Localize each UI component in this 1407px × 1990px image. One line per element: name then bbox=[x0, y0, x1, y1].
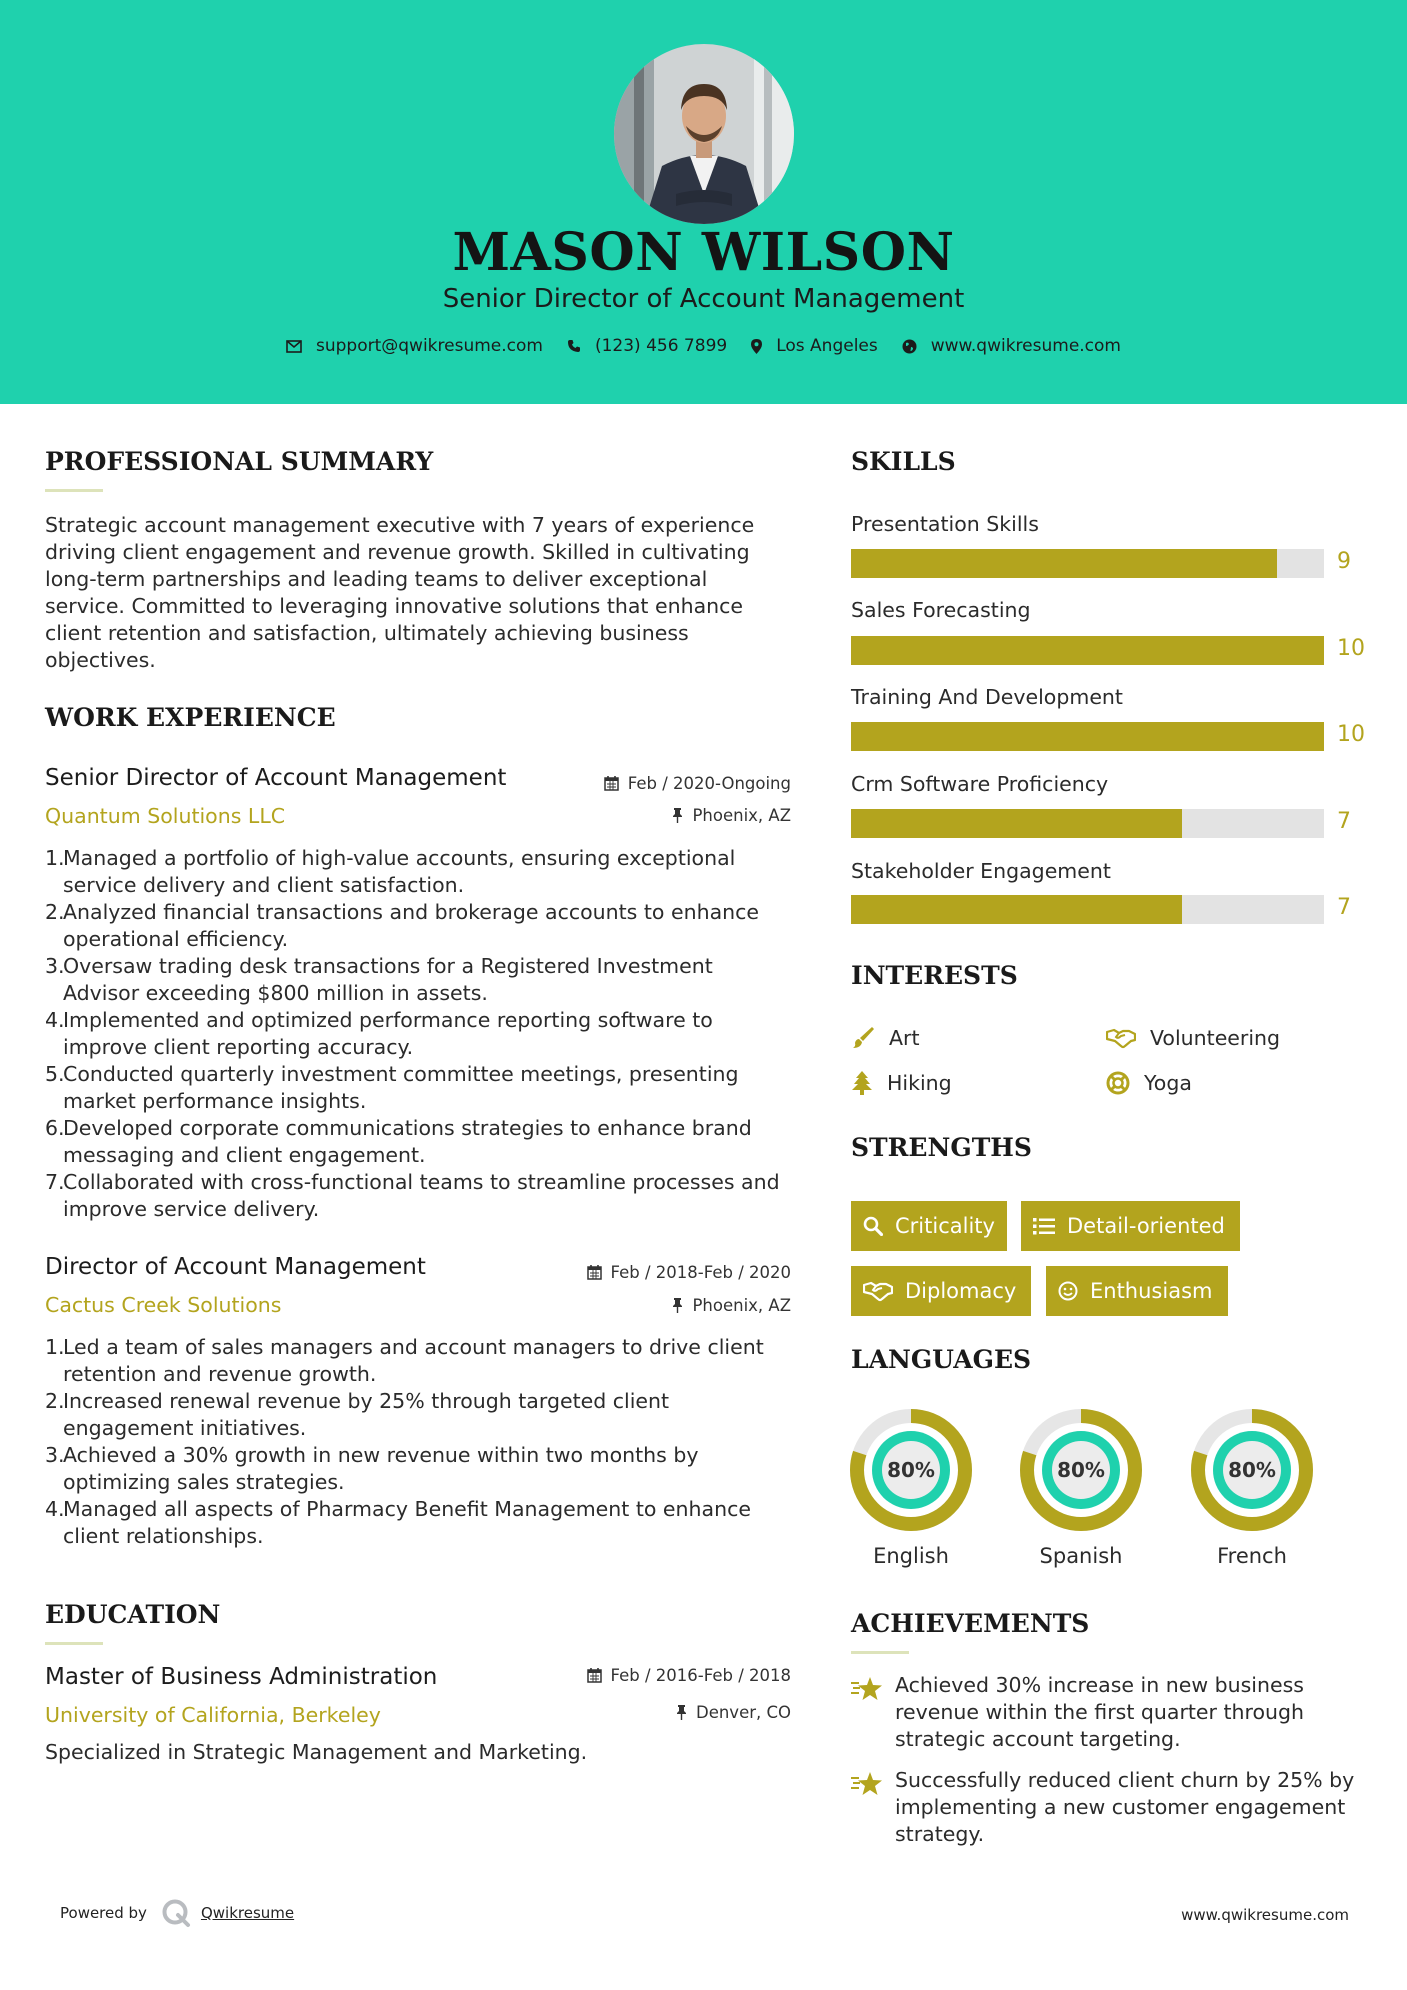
job-title: Senior Director of Account Management bbox=[45, 765, 507, 791]
interests-heading: INTERESTS bbox=[851, 961, 1018, 990]
strengths-heading: STRENGTHS bbox=[851, 1133, 1032, 1162]
strength-tag bbox=[851, 1266, 1031, 1316]
skill-value: 7 bbox=[1337, 895, 1351, 920]
school-name: University of California, Berkeley bbox=[45, 1703, 381, 1727]
location-text: Los Angeles bbox=[776, 336, 878, 356]
interest-item bbox=[851, 1071, 952, 1095]
education-heading: EDUCATION bbox=[45, 1600, 221, 1629]
language-chart bbox=[1020, 1409, 1142, 1531]
globe-icon bbox=[902, 339, 917, 354]
language-percent: 80% bbox=[1057, 1458, 1105, 1482]
job-date-text: Feb / 2020-Ongoing bbox=[627, 774, 791, 793]
skill-value: 10 bbox=[1337, 722, 1365, 747]
strength-label: Diplomacy bbox=[905, 1279, 1017, 1303]
skill-label: Stakeholder Engagement bbox=[851, 859, 1111, 883]
strength-tag bbox=[1021, 1201, 1240, 1251]
handshake-icon bbox=[1106, 1027, 1136, 1049]
interest-item bbox=[1106, 1026, 1280, 1050]
pushpin-icon bbox=[672, 1298, 683, 1313]
strength-tag bbox=[851, 1201, 1007, 1251]
education-date bbox=[587, 1666, 791, 1685]
education-location-text: Denver, CO bbox=[695, 1703, 791, 1722]
profile-photo bbox=[614, 44, 794, 224]
job-location-text: Phoenix, AZ bbox=[692, 1296, 791, 1315]
skill-bar bbox=[851, 895, 1324, 924]
map-pin-icon bbox=[751, 339, 762, 354]
skill-bar-fill bbox=[851, 895, 1182, 924]
interest-item bbox=[1106, 1071, 1192, 1095]
language-name: French bbox=[1217, 1544, 1287, 1568]
list-item: 4. Managed all aspects of Pharmacy Benefit Management to enhance client relationships. bbox=[45, 1497, 751, 1548]
language-percent: 80% bbox=[1228, 1458, 1276, 1482]
list-item: 1. Managed a portfolio of high-value accounts, ensuring exceptional service delivery and client satisfaction. bbox=[45, 846, 736, 897]
header-banner bbox=[0, 0, 1407, 404]
list-item: 6. Developed corporate communications strategies to enhance brand messaging and client engagement. bbox=[45, 1116, 752, 1167]
strength-tag bbox=[1046, 1266, 1228, 1316]
education-location bbox=[676, 1703, 791, 1722]
calendar-icon bbox=[604, 776, 619, 791]
languages-heading: LANGUAGES bbox=[851, 1345, 1032, 1374]
job-bullets bbox=[45, 1334, 785, 1550]
candidate-name: MASON WILSON bbox=[452, 222, 955, 283]
skill-bar bbox=[851, 722, 1324, 751]
skill-bar bbox=[851, 636, 1324, 665]
list-item: 4. Implemented and optimized performance reporting software to improve client reporting accuracy. bbox=[45, 1008, 713, 1059]
list-icon bbox=[1033, 1217, 1055, 1235]
degree-title: Master of Business Administration bbox=[45, 1664, 438, 1690]
skill-bar bbox=[851, 549, 1324, 578]
phone-text: (123) 456 7899 bbox=[594, 336, 728, 356]
language-chart bbox=[1191, 1409, 1313, 1531]
contact-location bbox=[751, 336, 878, 356]
strength-label: Detail-oriented bbox=[1067, 1214, 1225, 1238]
footer-website[interactable]: www.qwikresume.com bbox=[1181, 1906, 1349, 1924]
list-item: 1. Led a team of sales managers and account managers to drive client retention and revenue growth. bbox=[45, 1335, 764, 1386]
star-icon bbox=[851, 1771, 883, 1797]
achievements-underline bbox=[851, 1651, 909, 1654]
star-icon bbox=[851, 1676, 883, 1702]
strength-label: Criticality bbox=[895, 1214, 995, 1238]
skill-bar-fill bbox=[851, 722, 1324, 751]
powered-by-text: Powered by bbox=[60, 1904, 147, 1922]
achievement-text: Achieved 30% increase in new business revenue within the first quarter through strategic account targeting. bbox=[895, 1673, 1305, 1751]
handshake-icon bbox=[863, 1280, 893, 1302]
calendar-icon bbox=[587, 1265, 602, 1280]
list-item: 2. Increased renewal revenue by 25% through targeted client engagement initiatives. bbox=[45, 1389, 670, 1440]
job-date-text: Feb / 2018-Feb / 2020 bbox=[610, 1263, 791, 1282]
tree-icon bbox=[851, 1071, 873, 1095]
paintbrush-icon bbox=[851, 1026, 875, 1050]
contact-phone[interactable] bbox=[567, 336, 727, 356]
skill-label: Training And Development bbox=[851, 685, 1123, 709]
website-text: www.qwikresume.com bbox=[930, 336, 1121, 356]
job-location bbox=[672, 806, 791, 825]
skill-value: 9 bbox=[1337, 549, 1351, 574]
experience-heading: WORK EXPERIENCE bbox=[45, 703, 336, 732]
list-item: 3. Achieved a 30% growth in new revenue within two months by optimizing sales strategies. bbox=[45, 1443, 699, 1494]
summary-text: Strategic account management executive with 7 years of experience driving client engagement and revenue growth. Skilled in cultivating long-term partnerships and leading teams to deliver exceptional service. Committed to leveraging innovative solutions that enhance client retention and satisfaction, ultimately achieving business objectives. bbox=[45, 513, 755, 672]
skill-bar-fill bbox=[851, 636, 1324, 665]
interest-item bbox=[851, 1026, 920, 1050]
list-item: 3. Oversaw trading desk transactions for a Registered Investment Advisor exceeding $800 million in assets. bbox=[45, 954, 713, 1005]
achievement-text: Successfully reduced client churn by 25% by implementing a new customer engagement strategy. bbox=[895, 1768, 1355, 1846]
footer-powered-by bbox=[60, 1898, 294, 1928]
interest-label: Art bbox=[889, 1026, 920, 1050]
job-title: Director of Account Management bbox=[45, 1254, 426, 1280]
company-name: Quantum Solutions LLC bbox=[45, 804, 286, 828]
education-underline bbox=[45, 1642, 103, 1645]
job-location-text: Phoenix, AZ bbox=[692, 806, 791, 825]
candidate-title: Senior Director of Account Management bbox=[442, 284, 965, 314]
contact-bar bbox=[0, 336, 1407, 356]
lifebuoy-icon bbox=[1106, 1071, 1130, 1095]
job-location bbox=[672, 1296, 791, 1315]
contact-email[interactable] bbox=[286, 336, 543, 356]
strength-label: Enthusiasm bbox=[1090, 1279, 1213, 1303]
summary-heading: PROFESSIONAL SUMMARY bbox=[45, 447, 434, 476]
calendar-icon bbox=[587, 1668, 602, 1683]
language-name: English bbox=[873, 1544, 949, 1568]
skill-value: 7 bbox=[1337, 809, 1351, 834]
pushpin-icon bbox=[672, 808, 683, 823]
skill-label: Crm Software Proficiency bbox=[851, 772, 1109, 796]
list-item: 2. Analyzed financial transactions and brokerage accounts to enhance operational efficiency. bbox=[45, 900, 760, 951]
achievements-heading: ACHIEVEMENTS bbox=[851, 1609, 1090, 1638]
skill-label: Sales Forecasting bbox=[851, 598, 1031, 622]
pushpin-icon bbox=[676, 1705, 687, 1720]
job-bullets bbox=[45, 845, 785, 1223]
skill-bar bbox=[851, 809, 1324, 838]
job-date bbox=[604, 774, 791, 793]
phone-icon bbox=[567, 339, 581, 353]
language-name: Spanish bbox=[1039, 1544, 1123, 1568]
qwikresume-link[interactable]: Qwikresume bbox=[200, 1904, 295, 1922]
language-percent: 80% bbox=[887, 1458, 935, 1482]
skill-bar-fill bbox=[851, 809, 1182, 838]
interest-label: Hiking bbox=[887, 1071, 952, 1095]
skill-value: 10 bbox=[1337, 636, 1365, 661]
list-item: 5. Conducted quarterly investment committee meetings, presenting market performance insights. bbox=[45, 1062, 739, 1113]
education-note: Specialized in Strategic Management and Marketing. bbox=[45, 1740, 588, 1764]
envelope-icon bbox=[286, 340, 302, 353]
skill-bar-fill bbox=[851, 549, 1277, 578]
email-text: support@qwikresume.com bbox=[316, 336, 543, 356]
achievement-item bbox=[851, 1767, 1371, 1851]
contact-website[interactable] bbox=[902, 336, 1121, 356]
smile-icon bbox=[1058, 1281, 1078, 1301]
interest-label: Yoga bbox=[1144, 1071, 1192, 1095]
summary-underline bbox=[45, 489, 103, 492]
job-date bbox=[587, 1263, 791, 1282]
qwikresume-logo-icon bbox=[161, 1898, 191, 1928]
education-date-text: Feb / 2016-Feb / 2018 bbox=[610, 1666, 791, 1685]
search-icon bbox=[863, 1216, 883, 1236]
skills-heading: SKILLS bbox=[851, 447, 956, 476]
list-item: 7. Collaborated with cross-functional teams to streamline processes and improve service delivery. bbox=[45, 1170, 780, 1221]
company-name: Cactus Creek Solutions bbox=[45, 1293, 282, 1317]
achievement-item bbox=[851, 1672, 1371, 1756]
language-chart bbox=[850, 1409, 972, 1531]
skill-label: Presentation Skills bbox=[851, 512, 1039, 536]
interest-label: Volunteering bbox=[1150, 1026, 1281, 1050]
